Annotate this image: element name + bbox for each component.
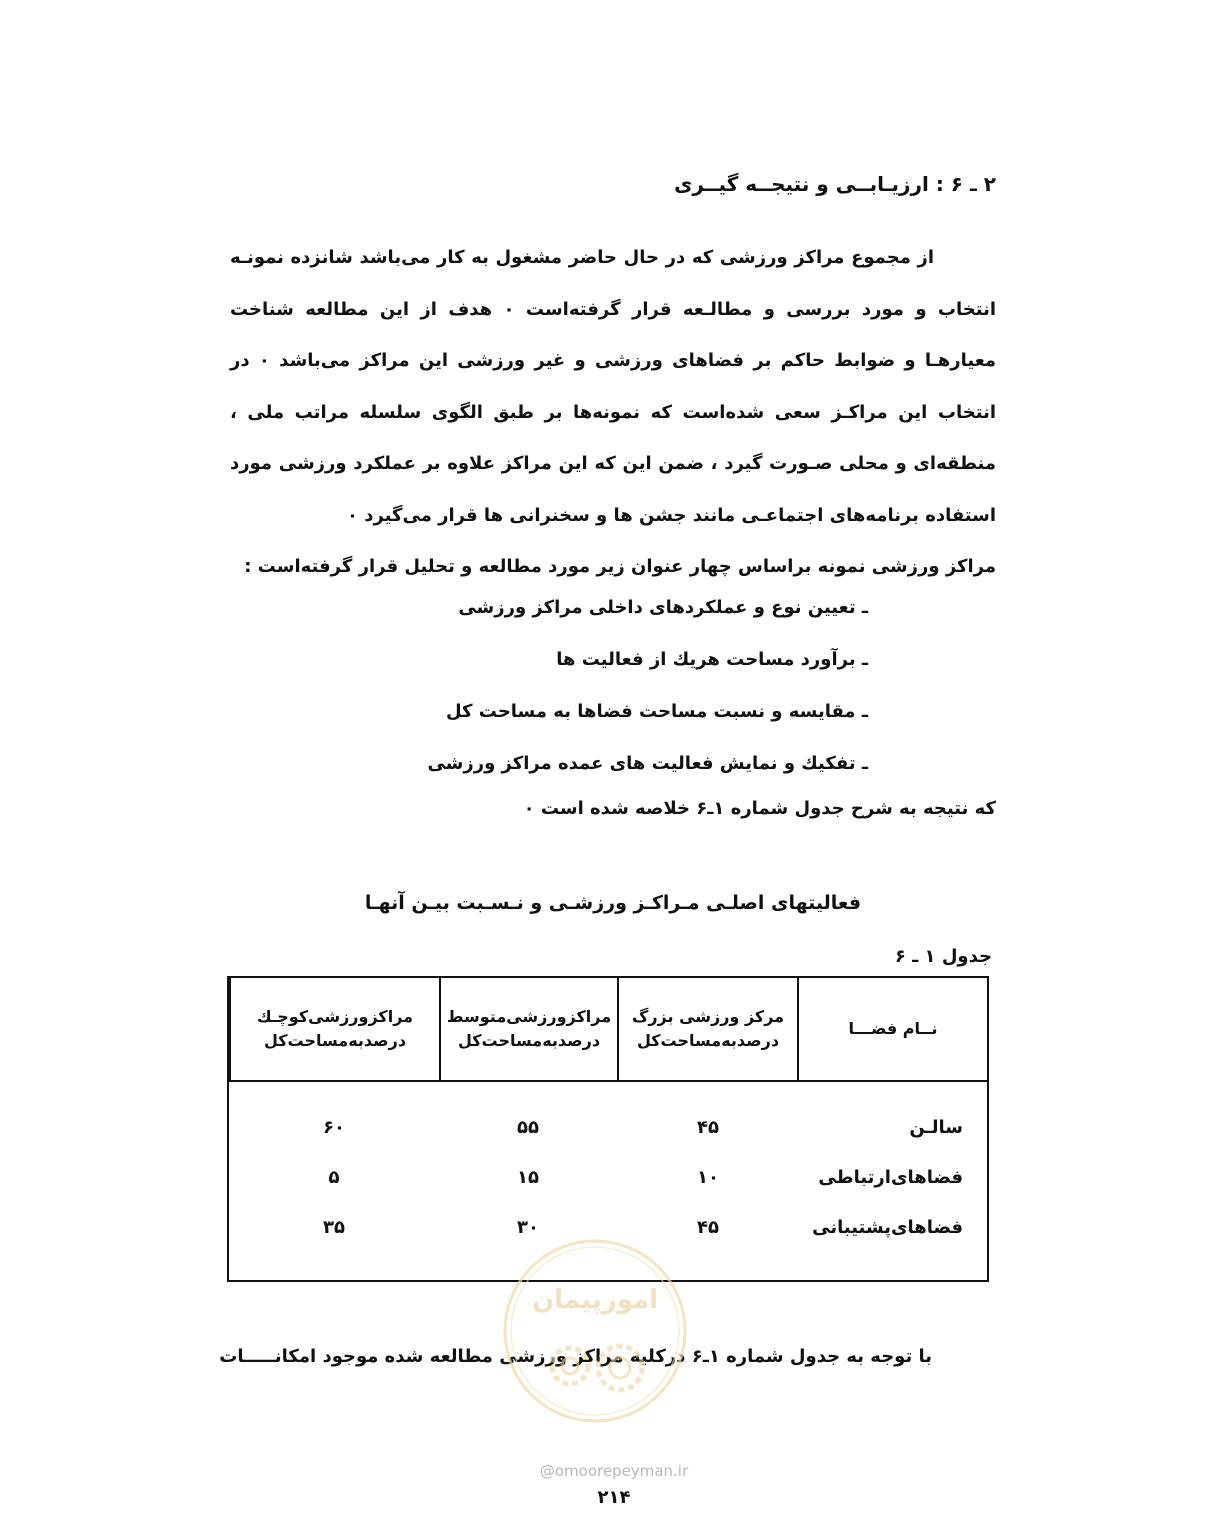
- row-space-name: سالـن: [909, 1116, 963, 1138]
- row-large-value: ۱۰: [697, 1166, 719, 1188]
- list-item: ـ مقایسه و نسبت مساحت فضاها به مساحت کل: [445, 701, 868, 722]
- table-header-small-center: [229, 978, 439, 1082]
- study-items-list: [348, 582, 868, 790]
- row-medium-value: ۵۵: [517, 1116, 539, 1138]
- header-line: درصدبه‌مساحت‌کل: [263, 1031, 407, 1050]
- header-line: مراکزورزشی‌کوچـك: [256, 1007, 414, 1026]
- watermark-text: امورپیمان: [531, 1285, 659, 1315]
- section-heading: ۲ ـ ۶ : ارزیـابــی و نتیجــه گیــری: [674, 172, 996, 196]
- table-header-medium-center: [439, 978, 617, 1082]
- list-item: ـ تفکیك و نمایش فعالیت های عمده مراکز ورزشی: [427, 753, 868, 774]
- site-url: @omoorepeyman.ir: [539, 1462, 689, 1480]
- row-large-value: ۴۵: [697, 1116, 719, 1138]
- table-row: [229, 1102, 987, 1152]
- table-header-space-name: [799, 978, 987, 1082]
- list-item: ـ برآورد مساحت هریك از فعالیت ها: [556, 649, 868, 670]
- row-small-value: ۵: [328, 1166, 340, 1188]
- row-medium-value: ۱۵: [517, 1166, 539, 1188]
- watermark-seal: [500, 1236, 690, 1426]
- row-space-name: فضاهای‌پشتیبانی: [812, 1216, 963, 1238]
- header-line: مرکز ورزشی بزرگ: [631, 1007, 785, 1026]
- header-line: درصدبه‌مساحت‌کل: [457, 1031, 601, 1050]
- row-small-value: ۶۰: [323, 1116, 345, 1138]
- header-line: نــام فضـــا: [848, 1019, 938, 1038]
- summary-line: که نتیجه به شرح جدول شماره ۱ـ۶ خلاصه شده است ۰: [523, 798, 996, 819]
- table-header-large-center: [617, 978, 799, 1082]
- page-number: ۲۱۴: [597, 1487, 631, 1508]
- row-large-value: ۴۵: [697, 1216, 719, 1238]
- row-medium-value: ۳۰: [517, 1216, 539, 1238]
- table-title: فعالیتهای اصلـی مـراکـز ورزشـی و نـسـبت بیـن آنهـا: [364, 892, 862, 914]
- row-small-value: ۳۵: [323, 1216, 345, 1238]
- table-row: [229, 1152, 987, 1202]
- table-label: جدول ۱ ـ ۶: [894, 946, 992, 967]
- list-item: ـ تعیین نوع و عملکردهای داخلی مراکز ورزشی: [458, 597, 868, 618]
- header-line: درصدبه‌مساحت‌کل: [636, 1031, 780, 1050]
- row-space-name: فضاهای‌ارتباطی: [818, 1166, 963, 1188]
- after-table-text: با توجه به جدول شماره ۱ـ۶ درکلیه مراکز ورزشی مطالعه شده موجود امکانـــــات: [219, 1346, 932, 1367]
- body-text: [230, 232, 996, 593]
- seal-icon: [500, 1236, 690, 1426]
- intro-paragraph: از مجموع مراکز ورزشی که در حال حاضر مشغول به کار می‌باشد شانزده نمونـه انتخاب و مورد بررسی و مطالـعه قرار گرفته‌است ۰ هدف از این مطالعه شناخت معیارهـا و ضوابط حاکم بر فضاهای ورزشی و غیر ورزشی این مراکز می‌باشد ۰ در انتخاب این مراکـز سعی شده‌است که نمونه‌ها بر طبق الگوی سلسله مراتب ملی ، منطقه‌ای و محلی صـورت گیرد ، ضمن این که این مراکز علاوه بر عملکرد ورزشی مورد استفاده برنامه‌های اجتماعـی مانند جشن ها و سخنرانی ها قرار می‌گیرد ۰: [230, 247, 996, 526]
- study-intro: مراکز ورزشی نمونه براساس چهار عنوان زیر مورد مطالعه و تحلیل قرار گرفته‌است :: [244, 556, 996, 577]
- header-line: مراکزورزشی‌متوسط: [446, 1007, 612, 1026]
